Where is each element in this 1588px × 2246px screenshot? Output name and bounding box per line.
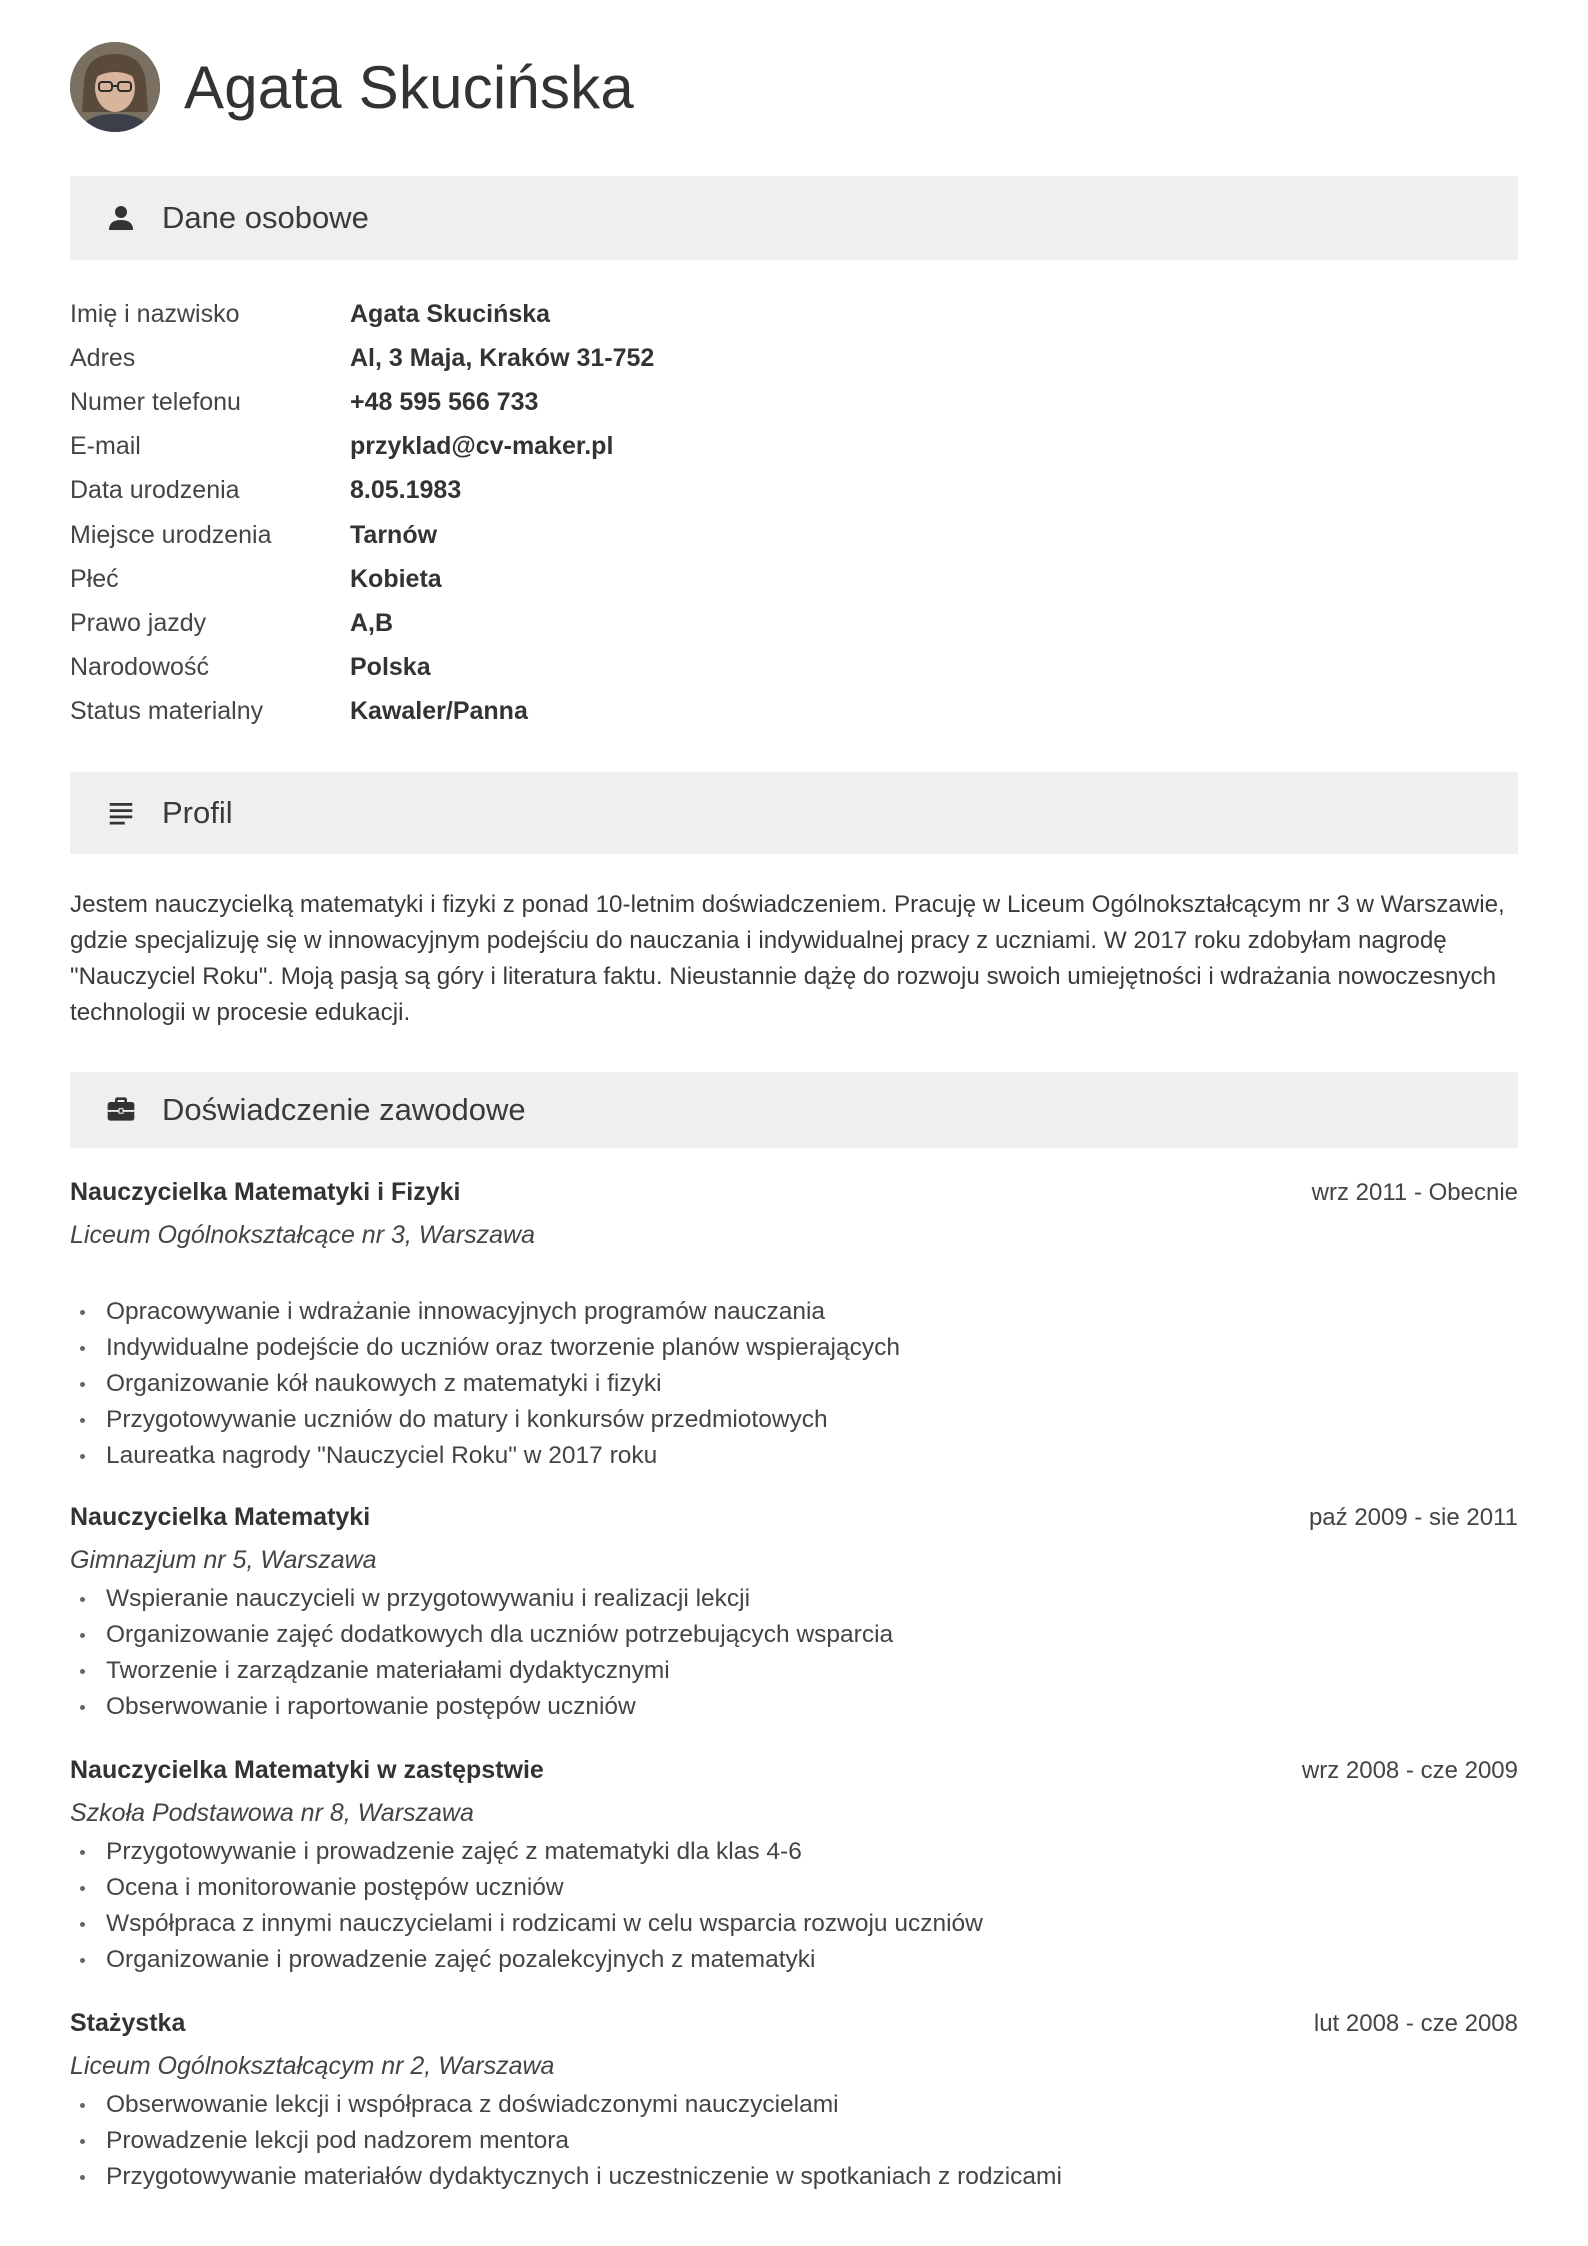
list-item: Obserwowanie lekcji i współpraca z doświadczonymi nauczycielami — [70, 2087, 1518, 2123]
detail-row — [70, 601, 654, 645]
job-date: wrz 2008 - cze 2009 — [1301, 1757, 1518, 1784]
detail-label: Prawo jazdy — [70, 608, 207, 637]
detail-value: A,B — [350, 608, 394, 637]
text-lines-icon — [104, 796, 138, 830]
list-item: Obserwowanie i raportowanie postępów uczniów — [70, 1689, 1518, 1725]
detail-label: E-mail — [70, 432, 141, 461]
detail-row — [70, 513, 654, 557]
list-item: Organizowanie i prowadzenie zajęć pozalekcyjnych z matematyki — [70, 1942, 1518, 1978]
detail-label: Płeć — [70, 564, 119, 593]
list-item: Prowadzenie lekcji pod nadzorem mentora — [70, 2123, 1518, 2159]
person-icon — [104, 201, 138, 235]
job-header — [70, 1756, 1518, 1792]
detail-label: Adres — [70, 343, 136, 372]
job-date: paź 2009 - sie 2011 — [1308, 1504, 1518, 1531]
job-date: wrz 2011 - Obecnie — [1311, 1179, 1518, 1206]
detail-value: Kobieta — [350, 564, 442, 593]
detail-value: przyklad@cv-maker.pl — [350, 432, 614, 461]
section-personal-header — [70, 176, 1518, 260]
profile-summary: Jestem nauczycielką matematyki i fizyki z ponad 10-letnim doświadczeniem. Pracuję w Liceum Ogólnokształcącym nr 3 w Warszawie, gdzie specjalizuję się w innowacyjnym podejściu do nauczania i indywidualnej pracy z uczniami. W 2017 roku zdobyłam nagrodę "Nauczyciel Roku". Moją pasją są góry i literatura faktu. Nieustannie dążę do rozwoju swoich umiejętności i wdrażania nowoczesnych technologii w procesie edukacji. — [70, 891, 1505, 1026]
job-entry — [70, 1178, 1518, 1474]
section-experience-header — [70, 1072, 1518, 1148]
detail-value: Polska — [350, 653, 431, 682]
candidate-name: Agata Skucińska — [184, 53, 634, 121]
detail-value: 8.05.1983 — [350, 476, 462, 505]
job-company: Liceum Ogólnokształcące nr 3, Warszawa — [70, 1221, 536, 1249]
detail-row — [70, 557, 654, 601]
detail-label: Status materialny — [70, 697, 264, 726]
job-header — [70, 1503, 1518, 1539]
detail-value: Agata Skucińska — [350, 299, 551, 328]
list-item: Przygotowywanie uczniów do matury i konkursów przedmiotowych — [70, 1402, 1518, 1438]
detail-label: Numer telefonu — [70, 387, 241, 416]
job-duties — [70, 1834, 1518, 1978]
detail-label: Imię i nazwisko — [70, 299, 240, 328]
job-entry — [70, 1756, 1518, 1978]
detail-row — [70, 469, 654, 513]
detail-value: Al, 3 Maja, Kraków 31-752 — [350, 343, 655, 372]
job-header — [70, 2009, 1518, 2045]
job-title: Nauczycielka Matematyki — [70, 1503, 371, 1531]
avatar — [70, 42, 160, 132]
list-item: Współpraca z innymi nauczycielami i rodzicami w celu wsparcia rozwoju uczniów — [70, 1906, 1518, 1942]
detail-value: Tarnów — [350, 520, 438, 549]
avatar-photo — [70, 42, 160, 132]
section-title: Dane osobowe — [162, 200, 369, 235]
detail-row — [70, 292, 654, 336]
list-item: Laureatka nagrody "Nauczyciel Roku" w 2017 roku — [70, 1438, 1518, 1474]
cv-header — [70, 42, 634, 132]
list-item: Organizowanie zajęć dodatkowych dla uczniów potrzebujących wsparcia — [70, 1617, 1518, 1653]
list-item: Opracowywanie i wdrażanie innowacyjnych programów nauczania — [70, 1294, 1518, 1330]
detail-row — [70, 380, 654, 424]
job-company: Liceum Ogólnokształcącym nr 2, Warszawa — [70, 2052, 555, 2080]
list-item: Przygotowywanie i prowadzenie zajęć z matematyki dla klas 4-6 — [70, 1834, 1518, 1870]
personal-details — [70, 292, 654, 734]
list-item: Organizowanie kół naukowych z matematyki i fizyki — [70, 1366, 1518, 1402]
job-company: Szkoła Podstawowa nr 8, Warszawa — [70, 1799, 474, 1827]
job-entry — [70, 2009, 1518, 2195]
job-title: Nauczycielka Matematyki i Fizyki — [70, 1178, 461, 1206]
job-date: lut 2008 - cze 2008 — [1313, 2010, 1518, 2037]
list-item: Wspieranie nauczycieli w przygotowywaniu i realizacji lekcji — [70, 1581, 1518, 1617]
detail-row — [70, 425, 654, 469]
list-item: Ocena i monitorowanie postępów uczniów — [70, 1870, 1518, 1906]
detail-row — [70, 646, 654, 690]
list-item: Przygotowywanie materiałów dydaktycznych i uczestniczenie w spotkaniach z rodzicami — [70, 2159, 1518, 2195]
job-header — [70, 1178, 1518, 1214]
job-entry — [70, 1503, 1518, 1725]
detail-label: Narodowość — [70, 653, 209, 682]
detail-label: Miejsce urodzenia — [70, 520, 272, 549]
briefcase-icon — [104, 1093, 138, 1127]
section-title: Doświadczenie zawodowe — [162, 1092, 526, 1127]
job-title: Nauczycielka Matematyki w zastępstwie — [70, 1756, 544, 1784]
detail-value: Kawaler/Panna — [350, 697, 528, 726]
detail-row — [70, 690, 654, 734]
list-item: Indywidualne podejście do uczniów oraz tworzenie planów wspierających — [70, 1330, 1518, 1366]
detail-row — [70, 336, 654, 380]
job-company: Gimnazjum nr 5, Warszawa — [70, 1546, 377, 1574]
detail-value: +48 595 566 733 — [350, 387, 539, 416]
job-duties — [70, 1581, 1518, 1725]
section-title: Profil — [162, 795, 233, 830]
job-title: Stażystka — [70, 2009, 186, 2037]
job-duties — [70, 1294, 1518, 1474]
detail-label: Data urodzenia — [70, 476, 240, 505]
section-profile-header — [70, 772, 1518, 854]
job-duties — [70, 2087, 1518, 2195]
list-item: Tworzenie i zarządzanie materiałami dydaktycznymi — [70, 1653, 1518, 1689]
